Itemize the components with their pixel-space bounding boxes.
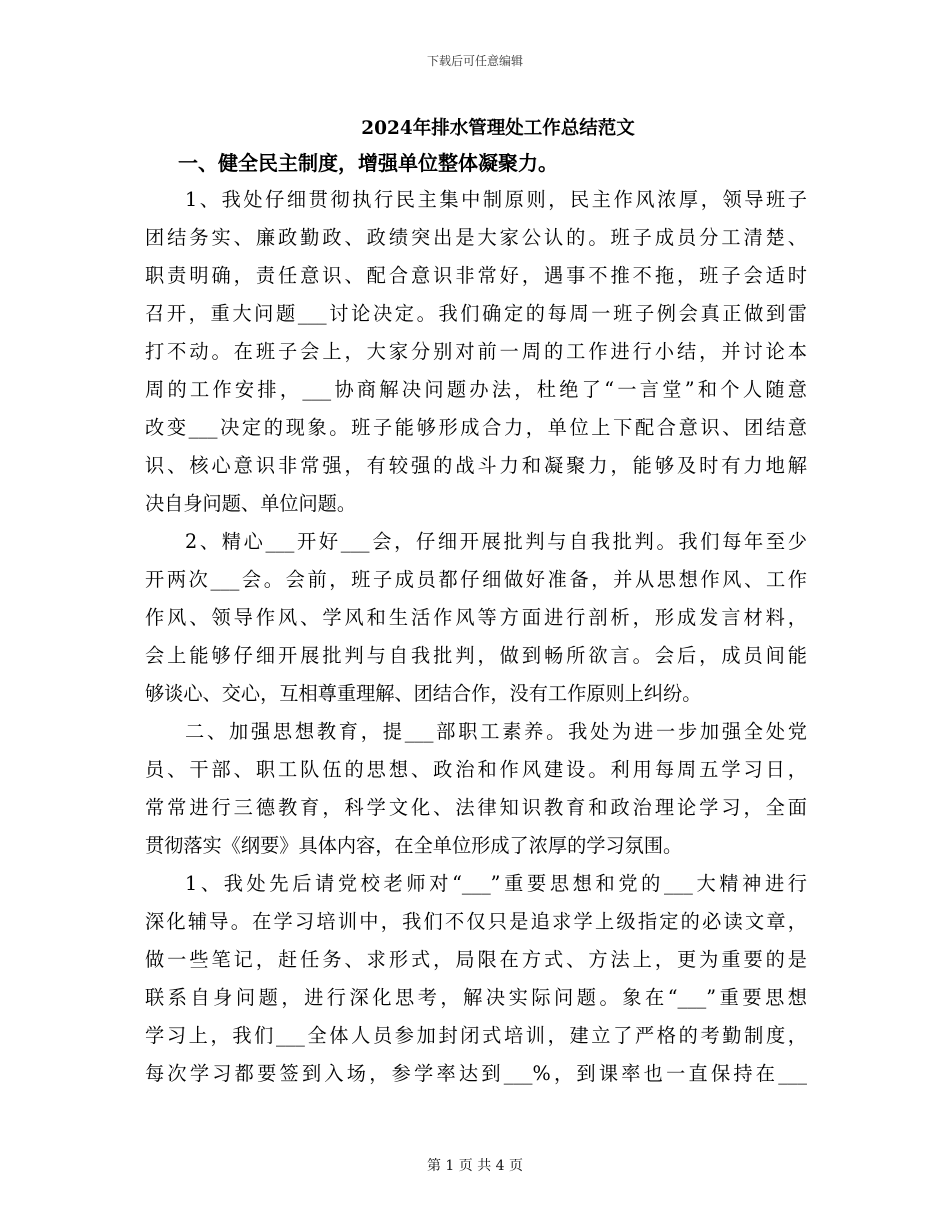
paragraph-line: 1、我处仔细贯彻执行民主集中制原则，民主作风浓厚，领导班子 bbox=[185, 188, 807, 211]
paragraph-line: 二、加强思想教育，提___部职工素养。我处为进一步加强全处党 bbox=[185, 720, 807, 743]
paragraph-line: 打不动。在班子会上，大家分别对前一周的工作进行小结，并讨论本 bbox=[145, 340, 807, 363]
paragraph-line: 员、干部、职工队伍的思想、政治和作风建设。利用每周五学习日， bbox=[145, 758, 807, 781]
page-footer: 第 1 页 共 4 页 bbox=[426, 1158, 524, 1174]
paragraph-line: 贯彻落实《纲要》具体内容，在全单位形成了浓厚的学习氛围。 bbox=[145, 834, 683, 857]
paragraph-line: 作风、领导作风、学风和生活作风等方面进行剖析，形成发言材料， bbox=[145, 606, 807, 629]
paragraph-line: 改变___决定的现象。班子能够形成合力，单位上下配合意识、团结意 bbox=[145, 416, 807, 439]
paragraph-line: 会上能够仔细开展批判与自我批判，做到畅所欲言。会后，成员间能 bbox=[145, 644, 807, 667]
document-body bbox=[145, 181, 815, 1093]
paragraph-line: 2、精心___开好___会，仔细开展批判与自我批判。我们每年至少 bbox=[185, 530, 807, 553]
paragraph-line: 常常进行三德教育，科学文化、法律知识教育和政治理论学习，全面 bbox=[145, 796, 807, 819]
paragraph-line: 深化辅导。在学习培训中，我们不仅只是追求学上级指定的必读文章， bbox=[145, 910, 807, 933]
paragraph-line: 决自身问题、单位问题。 bbox=[145, 492, 357, 515]
paragraph-line: 团结务实、廉政勤政、政绩突出是大家公认的。班子成员分工清楚、 bbox=[145, 226, 807, 249]
paragraph-line: 每次学习都要签到入场，参学率达到___%，到课率也一直保持在___ bbox=[145, 1062, 807, 1085]
page-header: 下载后可任意编辑 bbox=[426, 54, 523, 68]
paragraph-line: 学习上，我们___全体人员参加封闭式培训，建立了严格的考勤制度， bbox=[145, 1024, 807, 1047]
document-title: 2024年排水管理处工作总结范文 bbox=[361, 118, 635, 139]
paragraph-line: 职责明确，责任意识、配合意识非常好，遇事不推不拖，班子会适时 bbox=[145, 264, 807, 287]
paragraph-line: 1、我处先后请党校老师对“___”重要思想和党的___大精神进行 bbox=[185, 872, 807, 895]
section-heading-1: 一、健全民主制度，增强单位整体凝聚力。 bbox=[178, 151, 558, 175]
paragraph-line: 联系自身问题，进行深化思考，解决实际问题。象在“___”重要思想 bbox=[145, 986, 807, 1009]
paragraph-line: 够谈心、交心，互相尊重理解、团结合作，没有工作原则上纠纷。 bbox=[145, 682, 702, 705]
paragraph-line: 识、核心意识非常强，有较强的战斗力和凝聚力，能够及时有力地解 bbox=[145, 454, 807, 477]
paragraph-line: 做一些笔记，赶任务、求形式，局限在方式、方法上，更为重要的是 bbox=[145, 948, 807, 971]
paragraph-line: 召开，重大问题___讨论决定。我们确定的每周一班子例会真正做到雷 bbox=[145, 302, 807, 325]
paragraph-line: 周的工作安排，___协商解决问题办法，杜绝了“一言堂”和个人随意 bbox=[145, 378, 807, 401]
paragraph-line: 开两次___会。会前，班子成员都仔细做好准备，并从思想作风、工作 bbox=[145, 568, 807, 591]
